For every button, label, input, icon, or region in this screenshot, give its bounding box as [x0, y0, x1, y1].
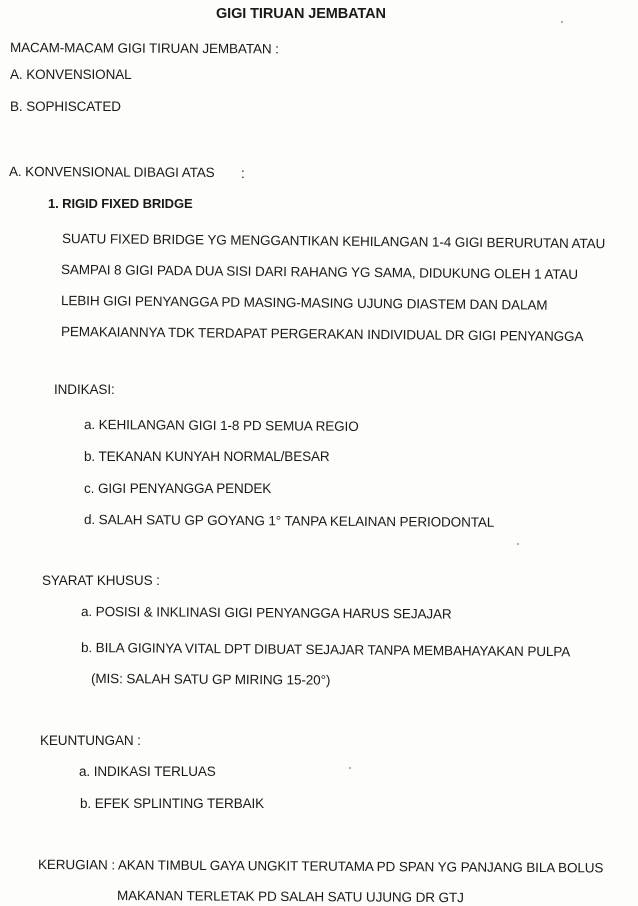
heading-colon: : — [241, 166, 245, 181]
section-heading: A. KONVENSIONAL DIBAGI ATAS — [8, 164, 215, 181]
indikasi-label: INDIKASI: — [54, 382, 115, 397]
subsection-heading: 1. RIGID FIXED BRIDGE — [48, 196, 193, 211]
intro-line: MACAM-MACAM GIGI TIRUAN JEMBATAN : — [9, 40, 279, 57]
syarat-label: SYARAT KHUSUS : — [42, 573, 160, 588]
keuntungan-item: a. INDIKASI TERLUAS — [79, 764, 216, 779]
definition-line: LEBIH GIGI PENYANGGA PD MASING-MASING UJUNG DIASTEM DAN DALAM — [60, 293, 548, 313]
definition-line: SAMPAI 8 GIGI PADA DUA SISI DARI RAHANG YG SAMA, DIDUKUNG OLEH 1 ATAU — [60, 262, 579, 282]
kerugian-line: MAKANAN TERLETAK PD SALAH SATU UJUNG DR GTJ — [116, 888, 464, 906]
scan-speck — [349, 767, 351, 769]
type-item: B. SOPHISCATED — [10, 99, 121, 114]
keuntungan-label: KEUNTUNGAN : — [40, 733, 141, 748]
indikasi-item: c. GIGI PENYANGGA PENDEK — [84, 481, 272, 496]
syarat-item: b. BILA GIGINYA VITAL DPT DIBUAT SEJAJAR TANPA MEMBAHAYAKAN PULPA — [80, 640, 571, 660]
page-title: GIGI TIRUAN JEMBATAN — [216, 6, 386, 22]
definition-line: PEMAKAIANNYA TDK TERDAPAT PERGERAKAN INDIVIDUAL DR GIGI PENYANGGA — [60, 324, 584, 345]
definition-line: SUATU FIXED BRIDGE YG MENGGANTIKAN KEHILANGAN 1-4 GIGI BERURUTAN ATAU — [61, 231, 606, 252]
syarat-item: a. POSISI & INKLINASI GIGI PENYANGGA HARUS SEJAJAR — [80, 604, 452, 622]
keuntungan-item: b. EFEK SPLINTING TERBAIK — [80, 796, 265, 811]
indikasi-item: b. TEKANAN KUNYAH NORMAL/BESAR — [84, 449, 330, 464]
syarat-note: (MIS: SALAH SATU GP MIRING 15-20°) — [90, 671, 331, 688]
indikasi-item: a. KEHILANGAN GIGI 1-8 PD SEMUA REGIO — [83, 417, 359, 434]
kerugian-line: KERUGIAN : AKAN TIMBUL GAYA UNGKIT TERUTAMA PD SPAN YG PANJANG BILA BOLUS — [37, 857, 604, 876]
scan-speck — [561, 21, 563, 23]
scan-speck — [517, 543, 519, 545]
indikasi-item: d. SALAH SATU GP GOYANG 1° TANPA KELAINAN PERIODONTAL — [83, 512, 495, 530]
type-item: A. KONVENSIONAL — [10, 67, 132, 82]
